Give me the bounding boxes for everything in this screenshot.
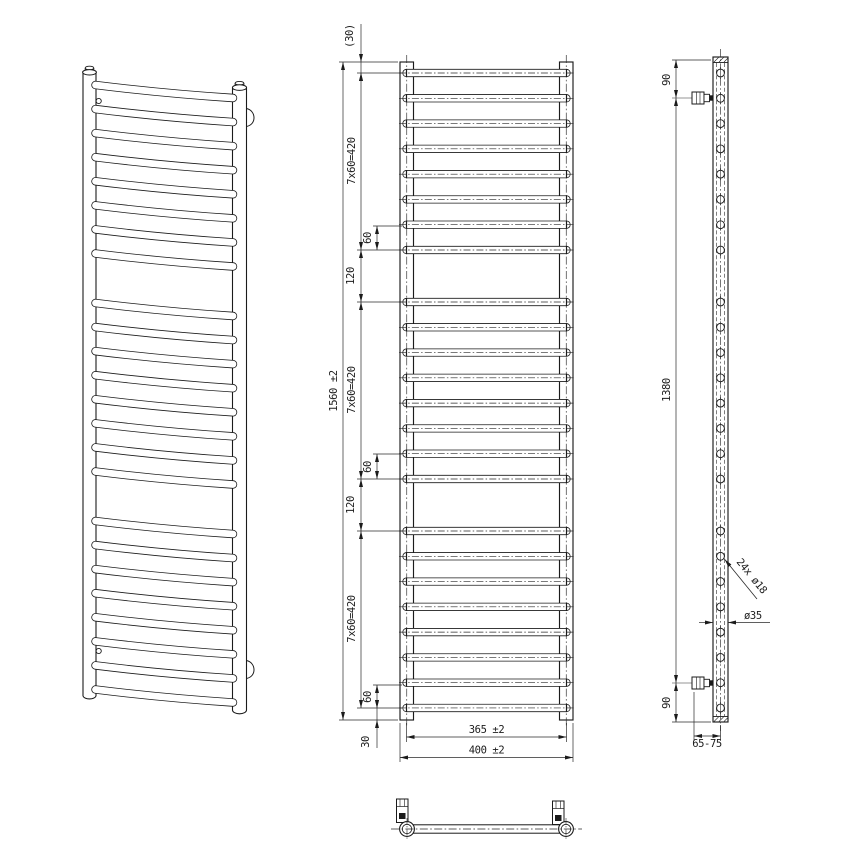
dim-inner-width: 365 ±2	[468, 724, 505, 736]
side-view	[672, 49, 728, 731]
dim-sixty-3: 60	[362, 691, 374, 703]
dim-tube-dia: ø35	[744, 610, 762, 622]
dim-bottom-offset: 30	[360, 736, 372, 748]
dim-sixty-1: 60	[362, 232, 374, 244]
dim-rung-note: 24x ø18	[733, 556, 770, 597]
bottom-bracket-left	[397, 799, 409, 823]
iso-rungs	[96, 85, 234, 703]
iso-bracket-hook-bottom	[247, 661, 255, 679]
dim-group-3: 7x60=420	[346, 595, 358, 643]
dim-bracket-bottom: 90	[661, 697, 673, 709]
front-view	[399, 55, 574, 727]
iso-right-tube	[233, 88, 247, 714]
side-bracket-top	[672, 92, 714, 104]
dim-bracket-top: 90	[661, 74, 673, 86]
perspective-view	[83, 66, 254, 714]
dim-top-offset: (30)	[344, 24, 356, 48]
dim-overall-width: 400 ±2	[468, 744, 505, 757]
dim-bracket-depth: 65-75	[692, 738, 722, 750]
iso-bracket-hook-top	[247, 109, 255, 127]
iso-left-tube	[83, 73, 96, 699]
dim-group-2: 7x60=420	[346, 366, 358, 414]
dim-group-1: 7x60=420	[346, 137, 358, 185]
iso-right-cap	[232, 81, 246, 90]
iso-vent-bottom	[96, 648, 101, 653]
side-bracket-bottom	[672, 677, 714, 689]
iso-vent-top	[96, 98, 101, 103]
dim-overall-height: 1560 ±2	[328, 370, 340, 412]
bottom-bracket-right	[553, 801, 565, 825]
dim-gap-1: 120	[345, 267, 357, 285]
dimension-labels	[328, 24, 769, 756]
dim-gap-2: 120	[345, 496, 357, 514]
bottom-view	[391, 799, 582, 840]
dim-bracket-span: 1380	[661, 378, 673, 402]
iso-left-cap	[83, 66, 97, 75]
front-rungs	[399, 69, 574, 712]
dim-sixty-2: 60	[362, 461, 374, 473]
